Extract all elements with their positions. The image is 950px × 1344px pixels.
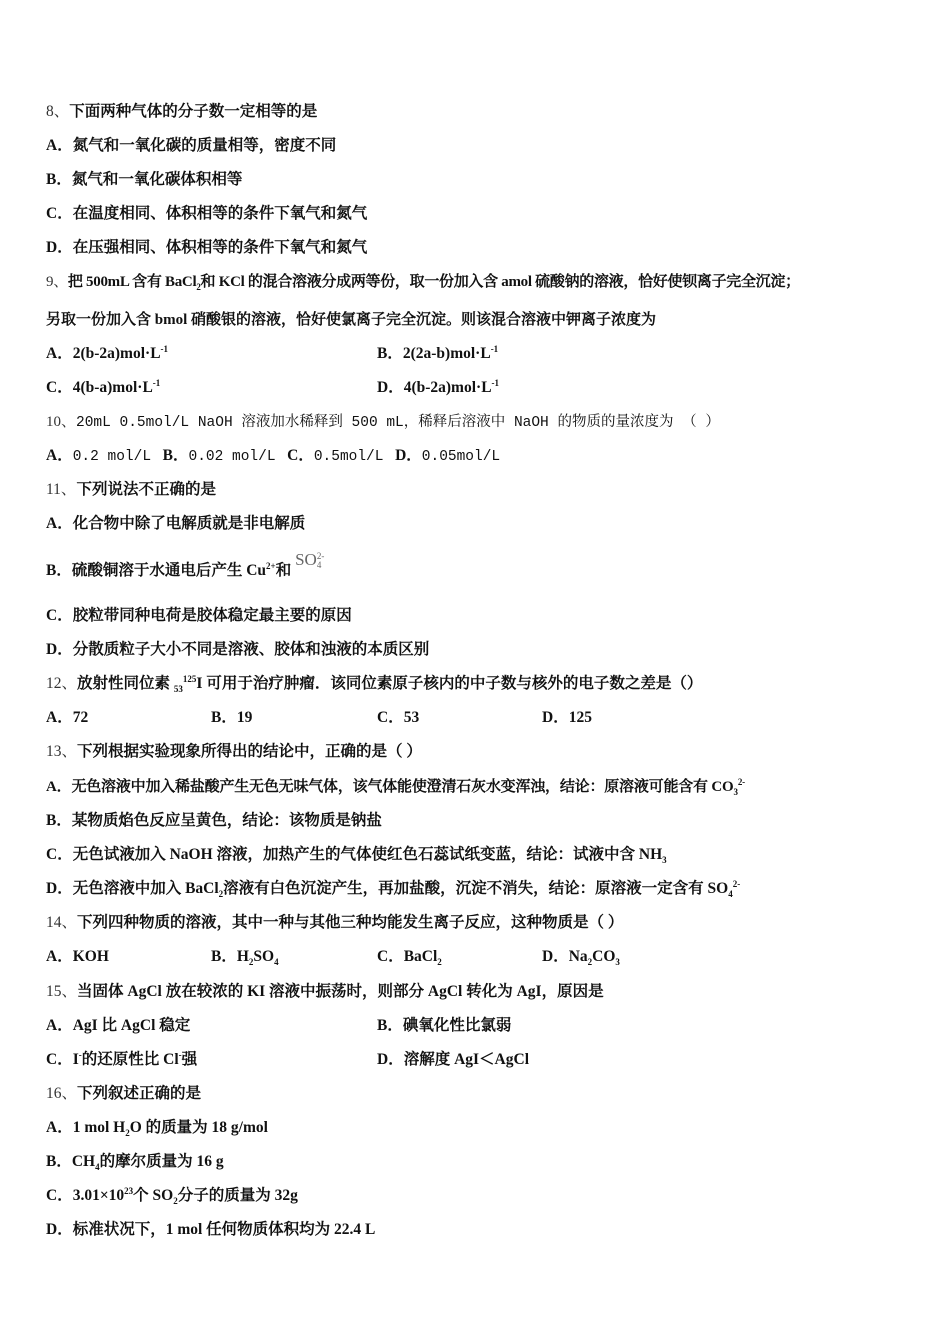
option-text: 0.5mol/L [313, 449, 384, 465]
superscript: 2- [732, 878, 741, 889]
option-text: 2(2a-b)mol·L [402, 345, 491, 362]
question-number: 13、 [46, 743, 78, 760]
question-text: 下面两种气体的分子数一定相等的是 [69, 103, 318, 120]
option-label: D． [542, 709, 569, 726]
subscript: 2 [173, 1196, 178, 1207]
option-label: B． [46, 1153, 72, 1170]
question-9-option-d [377, 378, 499, 398]
option-text: 某物质焰色反应呈黄色，结论：该物质是钠盐 [71, 812, 382, 829]
subscript: 2 [437, 957, 442, 968]
question-text: 放射性同位素 [77, 675, 174, 692]
option-text: 3.01×10 [72, 1187, 125, 1204]
question-text: 20mL 0.5mol/L NaOH 溶液加水稀释到 500 mL，稀释后溶液中 NaOH 的物质的量浓度为 （ ） [76, 415, 720, 431]
question-number: 14、 [46, 914, 78, 931]
subscript: 4 [728, 889, 733, 900]
question-text: 另取一份加入含 bmol 硝酸银的溶液，恰好使氯离子完全沉淀。则该混合溶液中钾离子浓度为 [46, 312, 657, 328]
option-label: C． [46, 1051, 73, 1068]
superscript: -1 [490, 343, 499, 354]
question-9-option-b [377, 344, 498, 364]
option-text: SO [253, 948, 275, 965]
question-number: 16、 [46, 1085, 78, 1102]
option-label: C． [46, 205, 73, 222]
question-number: 15、 [46, 983, 78, 1000]
option-label: A． [46, 137, 73, 154]
question-number: 10、 [46, 414, 77, 430]
option-text: CO [592, 948, 616, 965]
question-11-option-d [46, 640, 429, 660]
question-14-option-a [46, 947, 109, 967]
option-text: 分子的质量为 32g [177, 1187, 298, 1204]
option-text: Na [568, 948, 588, 965]
question-16-option-a [46, 1118, 268, 1138]
subscript: 2 [125, 1128, 130, 1139]
option-text: 53 [403, 709, 420, 726]
question-12-option-a [46, 708, 88, 728]
question-16-stem [46, 1084, 201, 1104]
question-12-option-c [377, 708, 419, 728]
option-text: KOH [72, 948, 109, 965]
subscript: 4 [316, 560, 322, 571]
option-text: 在压强相同、体积相等的条件下氧气和氮气 [72, 239, 368, 256]
option-label: A． [46, 779, 72, 795]
option-text: 0.02 mol/L [188, 449, 276, 465]
option-label: C． [377, 948, 404, 965]
option-text: 氮气和一氧化碳体积相等 [71, 171, 243, 188]
option-label: B． [211, 948, 237, 965]
option-label: C． [46, 607, 73, 624]
question-13-option-a [46, 777, 745, 797]
question-16-option-c [46, 1186, 298, 1206]
question-number: 9、 [46, 274, 68, 290]
subscript: 4 [274, 957, 279, 968]
option-text: BaCl [403, 948, 438, 965]
subscript: 2 [587, 957, 593, 968]
ion-text: SO [295, 550, 317, 569]
superscript: 23 [124, 1185, 134, 1196]
question-text: 下列说法不正确的是 [76, 481, 216, 498]
superscript: 2+ [266, 560, 276, 571]
option-label: D． [395, 447, 422, 464]
question-text: 下列叙述正确的是 [77, 1085, 202, 1102]
option-label: A． [46, 345, 73, 362]
option-label: D． [46, 641, 73, 658]
option-text: O 的质量为 18 g/mol [129, 1119, 268, 1136]
option-text: 标准状况下，1 mol 任何物质体积均为 22.4 L [72, 1221, 376, 1238]
question-11-option-b [46, 550, 325, 581]
question-text: 和 KCl 的混合溶液分成两等份，取一份加入含 amol 硫酸钠的溶液，恰好使钡离子完全沉淀； [200, 274, 800, 290]
question-15-option-a [46, 1016, 190, 1036]
question-number: 8、 [46, 103, 70, 120]
option-text: 分散质粒子大小不同是溶液、胶体和浊液的本质区别 [72, 641, 430, 658]
question-8-option-c [46, 204, 367, 224]
question-9-stem-line1 [46, 272, 800, 292]
option-label: B． [377, 1017, 403, 1034]
option-text: 氮气和一氧化碳的质量相等，密度不同 [72, 137, 337, 154]
question-8-option-a [46, 136, 336, 156]
option-label: B． [211, 709, 237, 726]
question-11-option-a [46, 514, 305, 534]
option-text: 碘氧化性比氯弱 [402, 1017, 512, 1034]
question-9-option-c [46, 378, 160, 398]
option-text: 无色溶液中加入 BaCl [72, 880, 219, 897]
subscript: 2 [196, 282, 201, 292]
question-11-stem [46, 480, 216, 500]
question-12-option-b [211, 708, 252, 728]
subscript: 2 [218, 889, 224, 900]
option-text: 溶液有白色沉淀产生，再加盐酸，沉淀不消失，结论：原溶液一定含有 SO [223, 880, 729, 897]
option-label: D． [46, 880, 73, 897]
superscript: - [78, 1049, 82, 1060]
option-text: 硫酸铜溶于水通电后产生 Cu [71, 562, 267, 579]
question-15-option-c [46, 1050, 197, 1070]
question-14-option-d [542, 947, 620, 967]
option-label: C． [377, 709, 404, 726]
superscript: -1 [152, 377, 161, 388]
option-text: 4(b-a)mol·L [72, 379, 153, 396]
question-text: 下列四种物质的溶液，其中一种与其他三种均能发生离子反应，这种物质是（ ） [77, 914, 624, 931]
option-text: 的摩尔质量为 16 g [99, 1153, 224, 1170]
option-text: 的还原性比 Cl [81, 1051, 179, 1068]
question-14-option-c [377, 947, 442, 967]
option-label: B． [46, 562, 72, 579]
superscript: -1 [491, 377, 500, 388]
question-16-option-d [46, 1220, 375, 1240]
option-text: H [236, 948, 249, 965]
option-label: C． [46, 846, 73, 863]
option-text: 2(b-2a)mol·L [72, 345, 161, 362]
question-10-stem [46, 412, 720, 433]
subscript: 2 [248, 957, 254, 968]
option-label: A． [46, 515, 73, 532]
option-label: A． [46, 1119, 73, 1136]
option-text: 个 SO [133, 1187, 174, 1204]
question-8-option-b [46, 170, 242, 190]
question-text: 当固体 AgCl 放在较浓的 KI 溶液中振荡时，则部分 AgCl 转化为 AgI，原因是 [77, 983, 604, 1000]
option-label: A． [46, 948, 73, 965]
option-text: 在温度相同、体积相等的条件下氧气和氮气 [72, 205, 368, 222]
option-label: B． [377, 345, 403, 362]
option-label: A． [46, 447, 73, 464]
question-16-option-b [46, 1152, 224, 1172]
superscript: 125 [182, 673, 197, 684]
question-14-stem [46, 913, 623, 933]
option-label: A． [46, 1017, 73, 1034]
sulfate-ion-formula [295, 550, 324, 569]
question-15-option-d [377, 1050, 529, 1070]
question-13-option-c [46, 845, 667, 865]
question-text: I 可用于治疗肿瘤．该同位素原子核内的中子数与核外的电子数之差是（） [196, 675, 703, 692]
superscript: -1 [160, 343, 169, 354]
option-label: C． [46, 379, 73, 396]
option-text: 无色试液加入 NaOH 溶液，加热产生的气体使红色石蕊试纸变蓝，结论：试液中含 NH [72, 846, 663, 863]
option-text: 0.2 mol/L [72, 449, 152, 465]
question-8-stem [46, 102, 317, 122]
question-9-option-a [46, 344, 168, 364]
option-label: C． [46, 1187, 73, 1204]
question-text: 下列根据实验现象所得出的结论中，正确的是（ ） [77, 743, 422, 760]
question-text: 把 500mL 含有 BaCl [67, 274, 197, 290]
option-label: A． [46, 709, 73, 726]
question-15-option-b [377, 1016, 511, 1036]
question-13-option-b [46, 811, 382, 831]
question-9-stem-line2 [46, 310, 656, 330]
question-14-option-b [211, 947, 279, 967]
option-label: B． [162, 447, 189, 464]
question-number: 12、 [46, 675, 78, 692]
option-text: I [72, 1051, 79, 1068]
question-13-stem [46, 742, 422, 762]
option-text: 1 mol H [72, 1119, 126, 1136]
superscript: 2- [737, 777, 745, 787]
question-13-option-d [46, 879, 740, 899]
option-label: D． [542, 948, 569, 965]
option-label: D． [46, 239, 73, 256]
subscript: 3 [662, 855, 667, 866]
option-text: 4(b-2a)mol·L [403, 379, 492, 396]
question-8-option-d [46, 238, 367, 258]
option-text: 无色溶液中加入稀盐酸产生无色无味气体，该气体能使澄清石灰水变浑浊，结论：原溶液可能含有 CO [71, 779, 734, 795]
option-text: 溶解度 AgI＜AgCl [403, 1051, 529, 1068]
option-label: B． [46, 171, 72, 188]
question-12-stem [46, 674, 702, 694]
option-label: D． [46, 1221, 73, 1238]
option-text: 72 [72, 709, 89, 726]
option-label: B． [46, 812, 72, 829]
subscript: 53 [173, 684, 183, 695]
option-text: AgI 比 AgCl 稳定 [72, 1017, 191, 1034]
question-12-option-d [542, 708, 592, 728]
option-label: C． [287, 447, 314, 464]
question-11-option-c [46, 606, 352, 626]
option-text: 125 [568, 709, 592, 726]
option-text: 19 [236, 709, 253, 726]
subscript: 3 [615, 957, 620, 968]
option-label: D． [377, 1051, 404, 1068]
subscript: 3 [733, 787, 738, 797]
superscript: - [178, 1049, 182, 1060]
superscript: 2- [316, 551, 325, 562]
option-text: 0.05mol/L [421, 449, 501, 465]
subscript: 4 [95, 1162, 100, 1173]
option-text: 化合物中除了电解质就是非电解质 [72, 515, 306, 532]
option-text: 胶粒带同种电荷是胶体稳定最主要的原因 [72, 607, 352, 624]
question-number: 11、 [46, 481, 77, 498]
option-label: D． [377, 379, 404, 396]
option-text: CH [71, 1153, 96, 1170]
option-text: 强 [181, 1051, 198, 1068]
option-text: 和 [275, 562, 292, 579]
question-10-options [46, 446, 500, 467]
question-15-stem [46, 982, 604, 1002]
